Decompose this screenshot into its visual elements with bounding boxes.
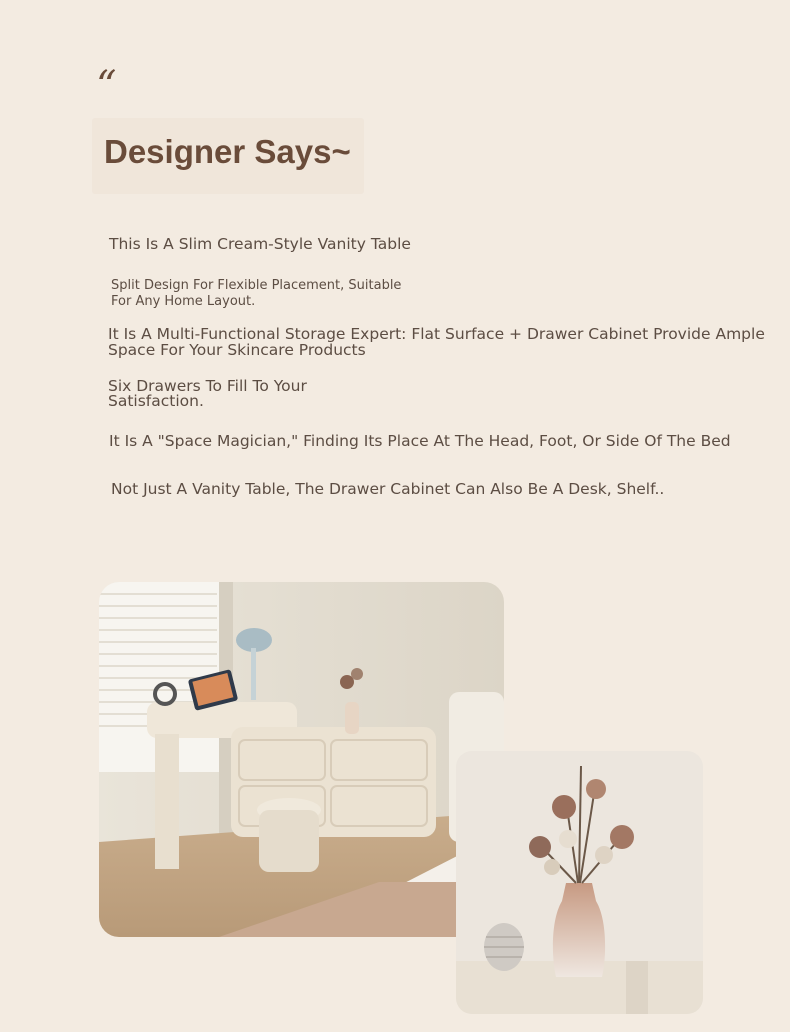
quote-mark: “ bbox=[96, 63, 115, 109]
feature-slim-text: This Is A Slim Cream-Style Vanity Table bbox=[109, 235, 411, 253]
feature-storage-line-2: Space For Your Skincare Products bbox=[108, 341, 366, 360]
feature-not-just bbox=[111, 481, 664, 497]
feature-drawers-line-1: Six Drawers To Fill To Your bbox=[108, 377, 307, 395]
feature-drawers-line-2: Satisfaction. bbox=[108, 392, 204, 411]
feature-storage bbox=[108, 326, 765, 359]
designer-says-title: Designer Says~ bbox=[104, 133, 351, 170]
feature-split-line-2: For Any Home Layout. bbox=[111, 293, 256, 309]
feature-slim bbox=[109, 236, 411, 252]
feature-split-line-1: Split Design For Flexible Placement, Suitable bbox=[111, 278, 402, 293]
vase-on-cabinet-photo bbox=[456, 751, 703, 1014]
feature-storage-line-1: It Is A Multi-Functional Storage Expert: Flat Surface + Drawer Cabinet Provide Ample bbox=[108, 325, 765, 343]
feature-drawers bbox=[108, 379, 307, 409]
feature-space-text: It Is A "Space Magician," Finding Its Place At The Head, Foot, Or Side Of The Bed bbox=[109, 432, 731, 450]
feature-space bbox=[109, 433, 731, 449]
feature-split bbox=[111, 278, 401, 309]
bedroom-vanity-photo bbox=[99, 582, 504, 937]
feature-not-just-text: Not Just A Vanity Table, The Drawer Cabinet Can Also Be A Desk, Shelf.. bbox=[111, 480, 665, 498]
vase-illustration bbox=[456, 751, 703, 1014]
bedroom-vanity-illustration bbox=[99, 582, 504, 937]
